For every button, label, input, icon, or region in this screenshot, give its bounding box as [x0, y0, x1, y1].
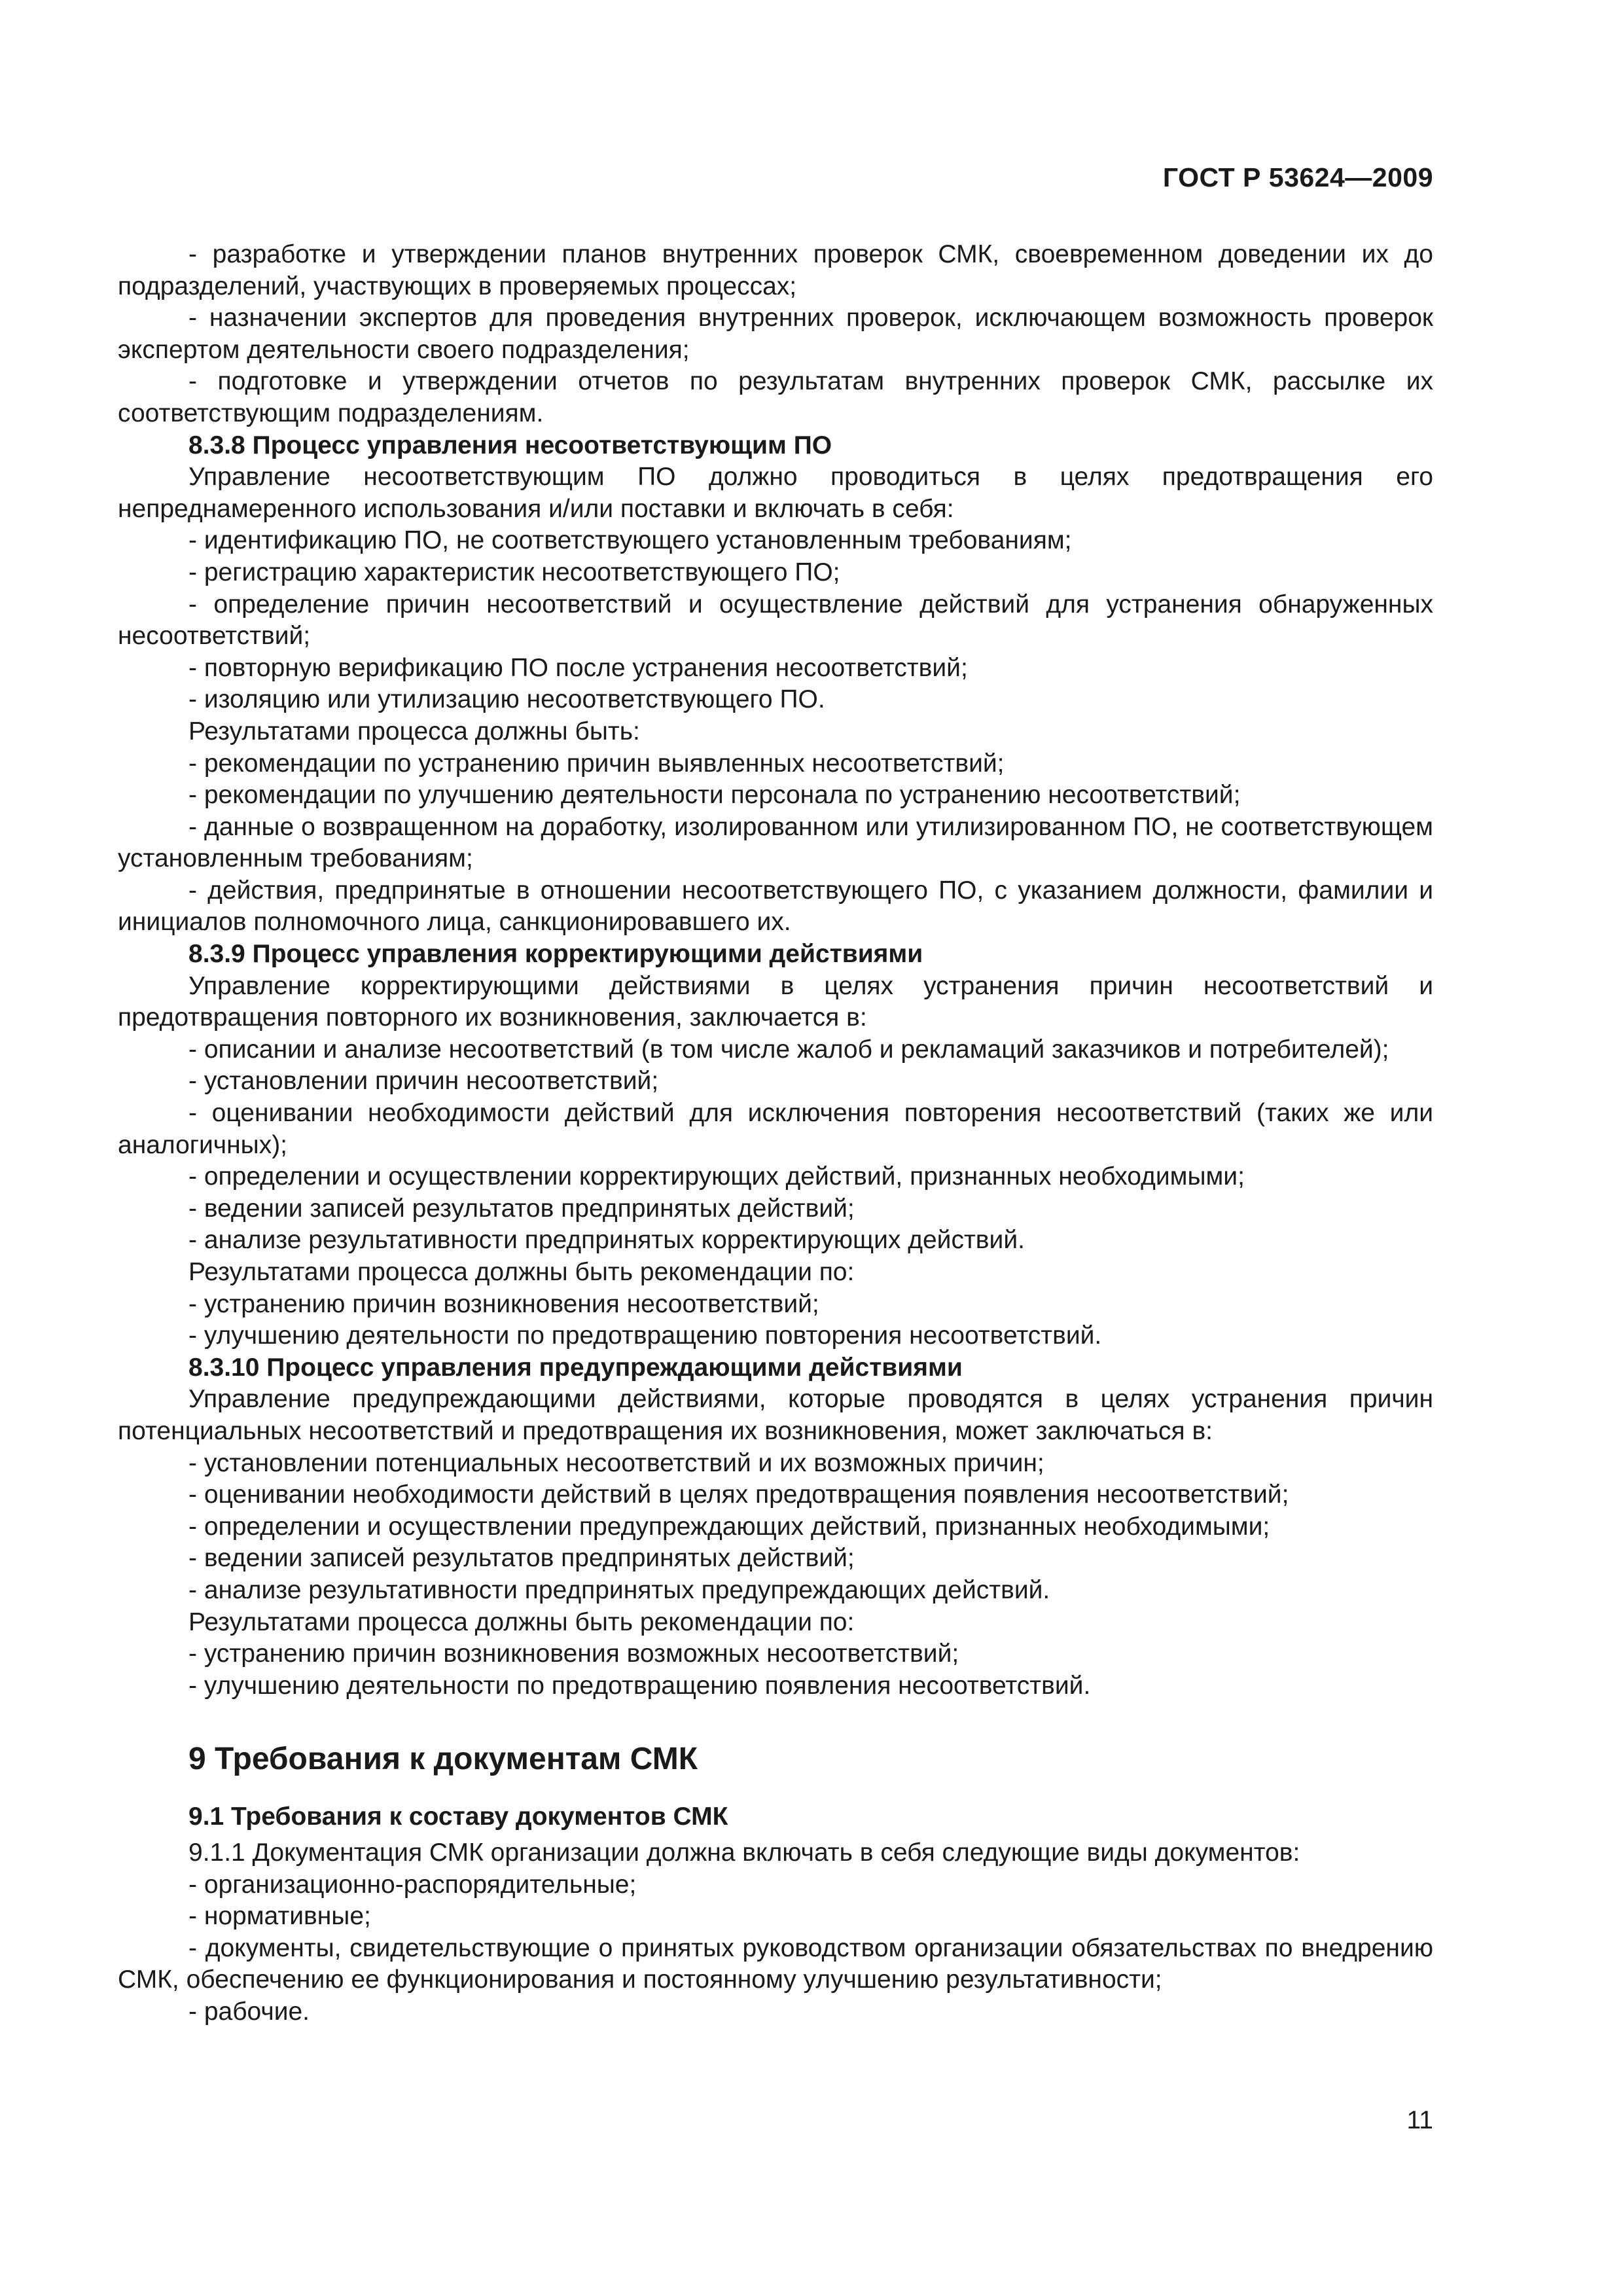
section-heading-8-3-10: 8.3.10 Процесс управления предупреждающими действиями [188, 1353, 963, 1382]
list-item: - определении и осуществлении корректирующих действий, признанных необходимыми; [188, 1162, 1245, 1191]
section-heading-8-3-9: 8.3.9 Процесс управления корректирующими действиями [188, 940, 923, 969]
list-item: - рабочие. [188, 1997, 310, 2026]
paragraph: Результатами процесса должны быть рекомендации по: [188, 1607, 855, 1636]
paragraph: Управление несоответствующим ПО должно проводиться в целях предотвращения его непреднамеренного использования и/или поставки и включать в себя: [118, 463, 1433, 523]
list-item: - организационно-распорядительные; [188, 1870, 637, 1899]
list-item: - повторную верификацию ПО после устранения несоответствий; [188, 653, 968, 682]
list-item: - оценивании необходимости действий в целях предотвращения появления несоответствий; [188, 1480, 1289, 1509]
document-code: ГОСТ Р 53624—2009 [1162, 162, 1433, 192]
list-item: - данные о возвращенном на доработку, изолированном или утилизированном ПО, не соответствующем установленным требованиям; [118, 812, 1433, 873]
list-item: - ведении записей результатов предпринятых действий; [188, 1544, 855, 1573]
paragraph: - разработке и утверждении планов внутренних проверок СМК, своевременном доведении их до подразделений, участвующих в проверяемых процессах; [118, 240, 1433, 300]
list-item: - улучшению деятельности по предотвращению повторения несоответствий. [188, 1321, 1102, 1350]
list-item: - рекомендации по улучшению деятельности персонала по устранению несоответствий; [188, 781, 1241, 810]
paragraph: Результатами процесса должны быть рекомендации по: [188, 1258, 855, 1286]
list-item: - описании и анализе несоответствий (в том числе жалоб и рекламаций заказчиков и потребителей); [188, 1035, 1389, 1064]
list-item: - улучшению деятельности по предотвращению появления несоответствий. [188, 1671, 1091, 1700]
list-item: - устранению причин возникновения возможных несоответствий; [188, 1640, 959, 1668]
list-item: - определении и осуществлении предупреждающих действий, признанных необходимыми; [188, 1512, 1270, 1541]
section-heading-9-1: 9.1 Требования к составу документов СМК [188, 1803, 728, 1831]
list-item: - рекомендации по устранению причин выявленных несоответствий; [188, 749, 1005, 778]
list-item: - регистрацию характеристик несоответствующего ПО; [188, 558, 840, 586]
list-item: - устранению причин возникновения несоответствий; [188, 1289, 819, 1318]
list-item: - нормативные; [188, 1902, 371, 1931]
paragraph: - назначении экспертов для проведения внутренних проверок, исключающем возможность проверок экспертом деятельности своего подразделения; [118, 304, 1433, 364]
list-item: - ведении записей результатов предпринятых действий; [188, 1194, 855, 1223]
paragraph: Управление корректирующими действиями в целях устранения причин несоответствий и предотвращения повторного их возникновения, заключается в: [118, 971, 1433, 1032]
list-item: - анализе результативности предпринятых предупреждающих действий. [188, 1575, 1050, 1604]
paragraph: - подготовке и утверждении отчетов по результатам внутренних проверок СМК, рассылке их соответствующим подразделениям. [118, 367, 1433, 427]
paragraph: Результатами процесса должны быть: [188, 717, 640, 745]
list-item: - оценивании необходимости действий для исключения повторения несоответствий (таких же или аналогичных); [118, 1099, 1433, 1159]
list-item: - установлении потенциальных несоответствий и их возможных причин; [188, 1448, 1044, 1477]
document-body [118, 239, 1433, 2028]
page-number: 11 [1406, 2106, 1433, 2134]
list-item: - документы, свидетельствующие о принятых руководством организации обязательствах по внедрению СМК, обеспечению ее функционирования и постоянному улучшению результативности; [118, 1933, 1433, 1994]
list-item: - анализе результативности предпринятых корректирующих действий. [188, 1226, 1025, 1255]
section-heading-8-3-8: 8.3.8 Процесс управления несоответствующим ПО [188, 431, 832, 459]
list-item: - идентификацию ПО, не соответствующего установленным требованиям; [188, 526, 1072, 555]
chapter-heading-9: 9 Требования к документам СМК [188, 1742, 698, 1777]
list-item: - определение причин несоответствий и осуществление действий для устранения обнаруженных несоответствий; [118, 590, 1433, 651]
paragraph: 9.1.1 Документация СМК организации должна включать в себя следующие виды документов: [188, 1838, 1300, 1867]
paragraph: Управление предупреждающими действиями, которые проводятся в целях устранения причин потенциальных несоответствий и предотвращения их возникновения, может заключаться в: [118, 1385, 1433, 1445]
list-item: - установлении причин несоответствий; [188, 1067, 659, 1096]
list-item: - изоляцию или утилизацию несоответствующего ПО. [188, 685, 825, 714]
list-item: - действия, предпринятые в отношении несоответствующего ПО, с указанием должности, фамилии и инициалов полномочного лица, санкционировавшего их. [118, 876, 1433, 937]
